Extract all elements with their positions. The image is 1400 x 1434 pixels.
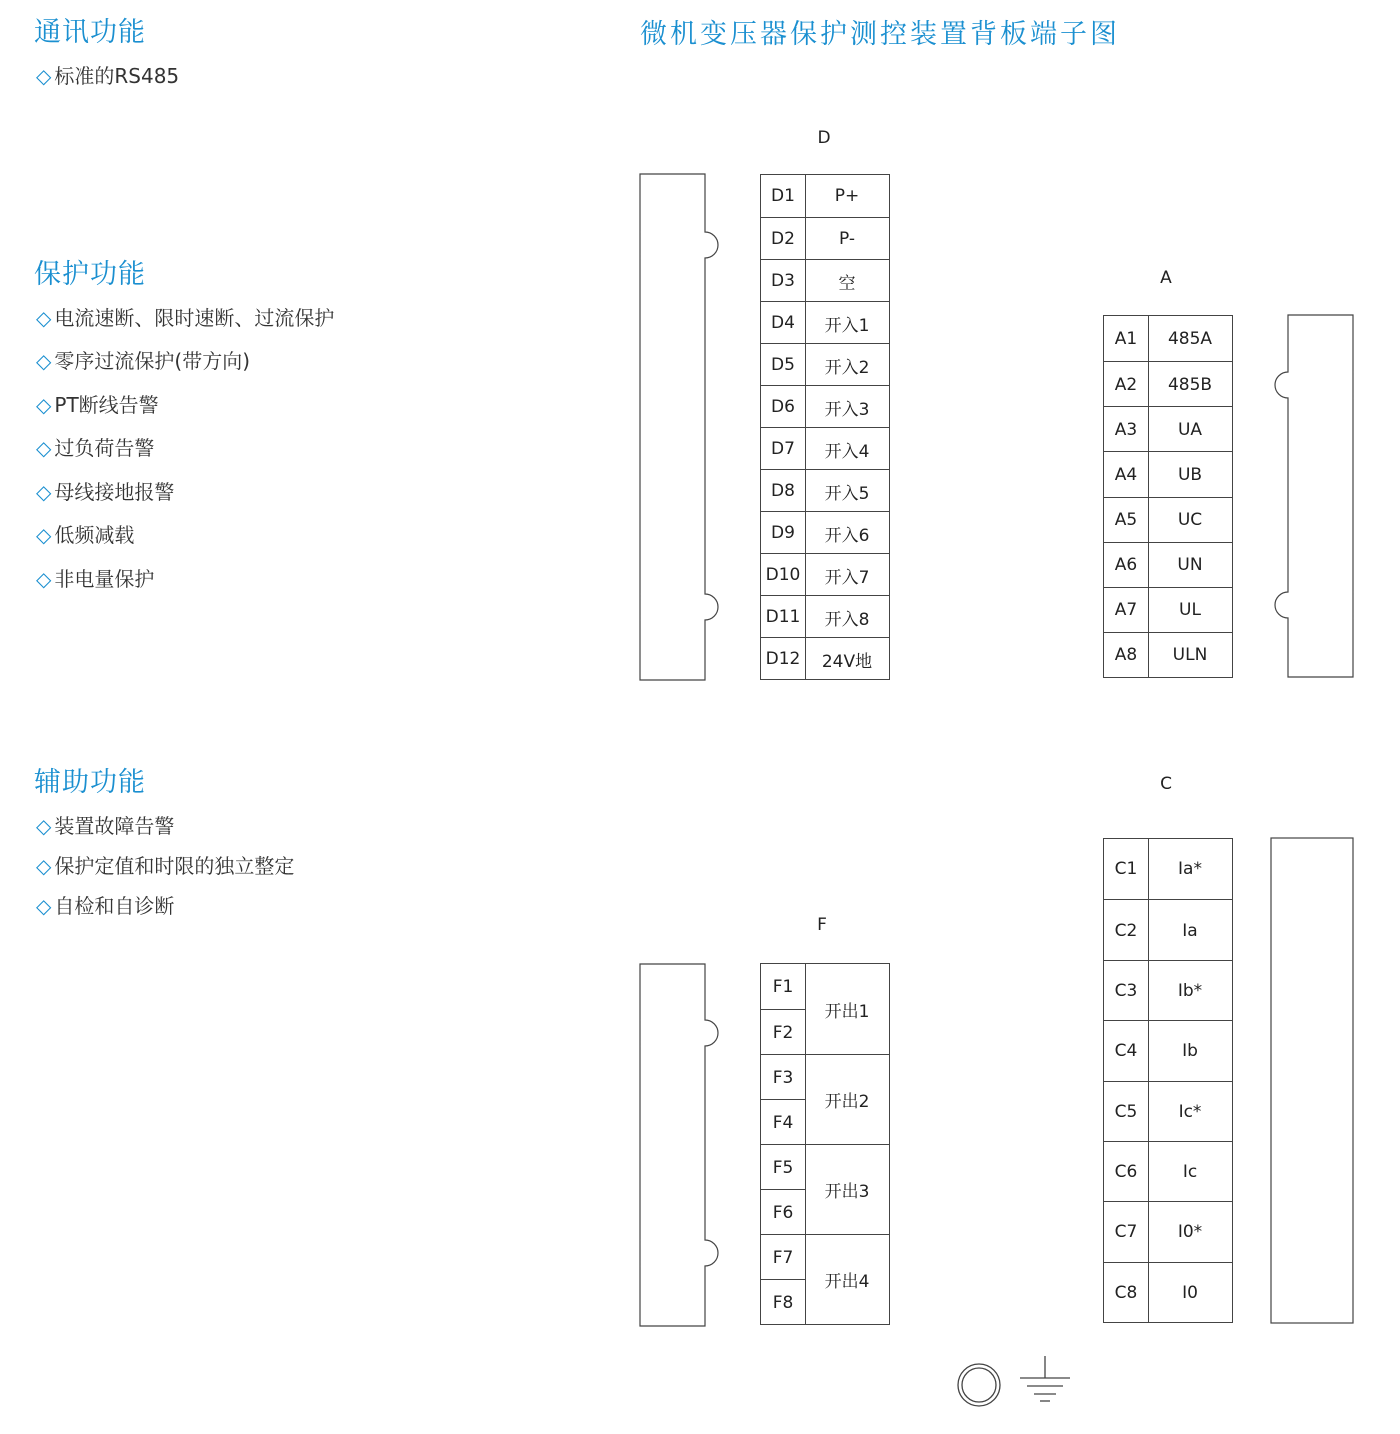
- feature-item: ◇ PT断线告警: [36, 393, 159, 417]
- terminal-id: D10: [765, 565, 801, 585]
- diamond-bullet-icon: ◇: [36, 393, 52, 417]
- terminal-row: [761, 427, 889, 470]
- terminal-row: [1104, 316, 1232, 361]
- terminal-id: D8: [771, 481, 795, 501]
- terminal-signal: UN: [1177, 555, 1203, 576]
- terminal-row: [1104, 960, 1232, 1021]
- terminal-id: F4: [772, 1112, 794, 1133]
- terminal-id: A8: [1114, 645, 1138, 666]
- terminal-signal: 开入3: [824, 399, 870, 420]
- terminal-id: D12: [765, 649, 801, 669]
- aux-section-title: 辅助功能: [34, 767, 146, 798]
- feature-item: ◇ 非电量保护: [36, 567, 155, 591]
- terminal-signal: 空: [838, 273, 856, 294]
- diamond-bullet-icon: ◇: [36, 349, 52, 373]
- terminal-row: [761, 259, 889, 302]
- feature-item: ◇ 标准的RS485: [36, 64, 180, 88]
- output-signal: 开出2: [824, 1091, 870, 1112]
- feature-item: ◇ 过负荷告警: [36, 436, 155, 460]
- terminal-signal: Ic*: [1178, 1101, 1202, 1122]
- terminal-signal: ULN: [1172, 645, 1208, 666]
- terminal-signal: Ia*: [1178, 859, 1202, 880]
- terminal-row: [1104, 1262, 1232, 1323]
- protect-section-title: 保护功能: [34, 259, 146, 290]
- connector-housing-c: [1271, 838, 1353, 1323]
- terminal-id: D1: [771, 186, 795, 206]
- output-signal: 开出1: [824, 1001, 870, 1022]
- terminal-row: [1104, 1201, 1232, 1262]
- terminal-signal: 开入6: [824, 525, 870, 546]
- feature-item: ◇ 装置故障告警: [36, 814, 175, 838]
- terminal-signal: P-: [838, 229, 855, 249]
- block-f-label: F: [817, 915, 827, 935]
- connector-housing-a: [1275, 315, 1353, 677]
- terminal-signal: I0*: [1177, 1222, 1203, 1243]
- terminal-block-c: [1103, 838, 1233, 1323]
- terminal-id: A2: [1114, 374, 1138, 395]
- terminal-signal: Ia: [1182, 920, 1198, 941]
- terminal-signal: 485A: [1167, 328, 1213, 349]
- terminal-row: [761, 511, 889, 554]
- terminal-id: D5: [771, 355, 795, 375]
- feature-item: ◇ 电流速断、限时速断、过流保护: [36, 306, 335, 330]
- terminal-row: [1104, 839, 1232, 899]
- terminal-id: D2: [771, 229, 795, 249]
- terminal-signal: Ib: [1182, 1041, 1198, 1062]
- connector-housing-f: [640, 964, 718, 1326]
- terminal-signal: Ic: [1182, 1162, 1198, 1183]
- terminal-row: [761, 343, 889, 386]
- terminal-row: [1104, 1020, 1232, 1081]
- terminal-id: D6: [771, 397, 795, 417]
- terminal-id: C6: [1114, 1162, 1138, 1183]
- terminal-id: A6: [1114, 555, 1138, 576]
- terminal-id: D3: [771, 271, 795, 291]
- terminal-id: F5: [772, 1157, 794, 1178]
- terminal-id: D4: [771, 313, 795, 333]
- diamond-bullet-icon: ◇: [36, 523, 52, 547]
- terminal-signal: UB: [1177, 464, 1203, 485]
- terminal-row: [1104, 632, 1232, 678]
- comm-section-title: 通讯功能: [34, 17, 146, 48]
- terminal-signal: 开入8: [824, 609, 870, 630]
- terminal-signal: P+: [834, 186, 860, 206]
- feature-item: ◇ 保护定值和时限的独立整定: [36, 854, 295, 878]
- terminal-id: C1: [1114, 859, 1138, 880]
- terminal-signal: 开入7: [824, 567, 870, 588]
- terminal-row: [761, 637, 889, 680]
- diagram-title: 微机变压器保护测控装置背板端子图: [640, 19, 1120, 50]
- terminal-row: [1104, 1081, 1232, 1142]
- connector-housing-d: [640, 174, 718, 680]
- circle-terminal-icon: [958, 1364, 1000, 1406]
- terminal-id: C2: [1114, 920, 1138, 941]
- terminal-row: [1104, 1141, 1232, 1202]
- terminal-signal: 开入1: [824, 315, 870, 336]
- feature-item: ◇ 零序过流保护(带方向): [36, 349, 250, 373]
- terminal-signal: 24V地: [821, 651, 873, 672]
- terminal-row: [761, 1279, 805, 1325]
- terminal-row: [761, 175, 889, 217]
- terminal-row: [761, 301, 889, 344]
- terminal-row: [761, 385, 889, 428]
- terminal-id: F2: [772, 1022, 794, 1043]
- terminal-id: C4: [1114, 1041, 1138, 1062]
- block-d-label: D: [817, 128, 831, 148]
- diamond-bullet-icon: ◇: [36, 436, 52, 460]
- terminal-row: [761, 469, 889, 512]
- diamond-bullet-icon: ◇: [36, 814, 52, 838]
- terminal-row: [761, 1009, 805, 1055]
- terminal-id: F3: [772, 1067, 794, 1088]
- terminal-signal: Ib*: [1177, 980, 1203, 1001]
- terminal-signal: UA: [1177, 419, 1203, 440]
- terminal-id: C8: [1114, 1282, 1138, 1303]
- terminal-row: [761, 217, 889, 260]
- terminal-id: C7: [1114, 1222, 1138, 1243]
- terminal-id: F7: [772, 1247, 794, 1268]
- terminal-row: [1104, 497, 1232, 543]
- feature-item: ◇ 自检和自诊断: [36, 894, 175, 918]
- diamond-bullet-icon: ◇: [36, 854, 52, 878]
- terminal-id: D9: [771, 523, 795, 543]
- diamond-bullet-icon: ◇: [36, 64, 52, 88]
- terminal-id: A1: [1114, 328, 1138, 349]
- terminal-row: [1104, 406, 1232, 452]
- block-a-label: A: [1160, 268, 1172, 288]
- terminal-block-f: [760, 963, 890, 1325]
- terminal-row: [761, 595, 889, 638]
- terminal-row: [1104, 361, 1232, 407]
- terminal-signal: UC: [1177, 510, 1203, 531]
- terminal-signal: UL: [1179, 600, 1201, 621]
- terminal-block-a: [1103, 315, 1233, 678]
- terminal-row: [761, 553, 889, 596]
- terminal-id: F8: [772, 1292, 794, 1313]
- block-c-label: C: [1160, 774, 1172, 794]
- terminal-row: [761, 1189, 805, 1235]
- terminal-id: C3: [1114, 980, 1138, 1001]
- terminal-id: A4: [1114, 464, 1138, 485]
- ground-icon: [1020, 1356, 1070, 1401]
- terminal-row: [1104, 899, 1232, 960]
- terminal-row: [1104, 451, 1232, 497]
- diamond-bullet-icon: ◇: [36, 480, 52, 504]
- terminal-signal: 开入2: [824, 357, 870, 378]
- terminal-signal: 485B: [1167, 374, 1213, 395]
- terminal-row: [1104, 587, 1232, 633]
- terminal-id: D7: [771, 439, 795, 459]
- terminal-id: C5: [1114, 1101, 1138, 1122]
- feature-item: ◇ 母线接地报警: [36, 480, 175, 504]
- terminal-signal: 开入5: [824, 483, 870, 504]
- terminal-signal: I0: [1182, 1282, 1198, 1303]
- diamond-bullet-icon: ◇: [36, 306, 52, 330]
- terminal-id: A5: [1114, 510, 1138, 531]
- diamond-bullet-icon: ◇: [36, 894, 52, 918]
- terminal-id: A7: [1114, 600, 1138, 621]
- terminal-signal: 开入4: [824, 441, 870, 462]
- terminal-block-d: [760, 174, 890, 680]
- terminal-id: F1: [772, 976, 794, 997]
- terminal-id: F6: [772, 1202, 794, 1223]
- terminal-id: A3: [1114, 419, 1138, 440]
- diamond-bullet-icon: ◇: [36, 567, 52, 591]
- feature-item: ◇ 低频减载: [36, 523, 135, 547]
- terminal-row: [1104, 542, 1232, 588]
- output-signal: 开出3: [824, 1181, 870, 1202]
- output-signal: 开出4: [824, 1271, 870, 1292]
- terminal-row: [761, 1099, 805, 1145]
- terminal-id: D11: [765, 607, 801, 627]
